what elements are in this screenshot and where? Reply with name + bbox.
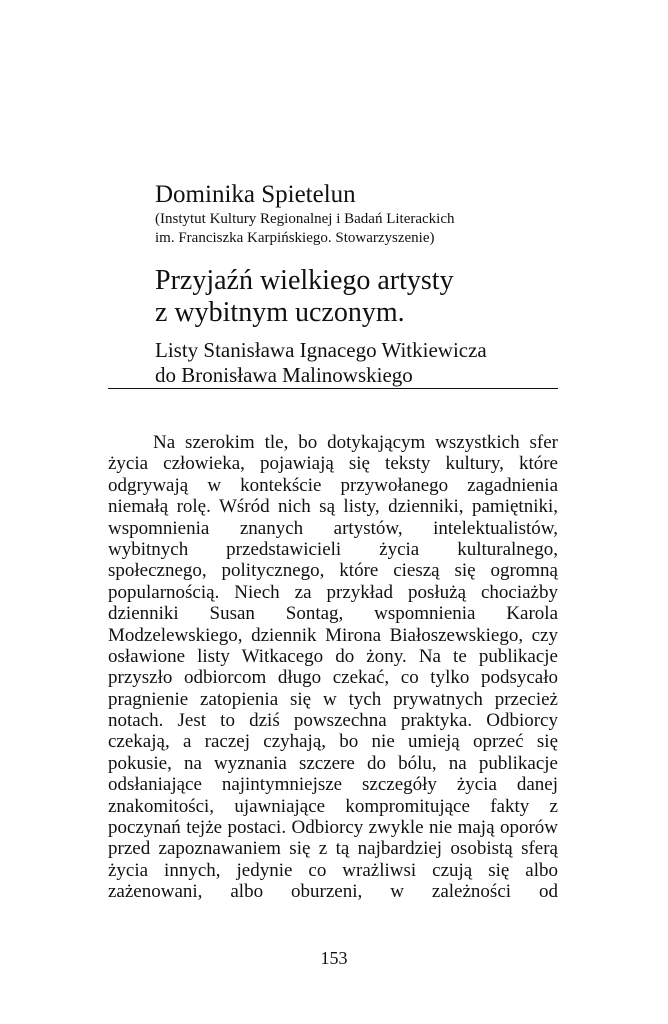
- paragraph-line: pragnienie zatopienia się w tych prywatnych przecież: [108, 688, 558, 710]
- title-line: Przyjaźń wielkiego artysty: [155, 265, 454, 296]
- title-divider: [108, 388, 558, 389]
- paragraph-line: zażenowani, albo oburzeni, w zależności od: [108, 881, 558, 903]
- paragraph-line: wybitnych przedstawicieli życia kulturalnego,: [108, 538, 558, 560]
- author-name: Dominika Spietelun: [155, 181, 356, 208]
- paragraph-line: dzienniki Susan Sontag, wspomnienia Karola: [108, 603, 558, 625]
- paragraph-line: poczynań tejże postaci. Odbiorcy zwykle nie mają oporów: [108, 817, 558, 839]
- article-title: [155, 265, 454, 329]
- paragraph-line: czekają, a raczej czyhają, bo nie umieją oprzeć się: [108, 731, 558, 753]
- paragraph-line: niemałą rolę. Wśród nich są listy, dzienniki, pamiętniki,: [108, 496, 558, 518]
- paragraph-line: pokusie, na wyznania szczere do bólu, na publikacje: [108, 752, 558, 774]
- paragraph-line: popularnością. Niech za przykład posłużą chociażby: [108, 581, 558, 603]
- paragraph-line: wspomnienia znanych artystów, intelektualistów,: [108, 517, 558, 539]
- affiliation-line: im. Franciszka Karpińskiego. Stowarzyszenie): [155, 230, 435, 246]
- subtitle-line: do Bronisława Malinowskiego: [155, 363, 413, 387]
- title-line: z wybitnym uczonym.: [155, 297, 405, 328]
- paragraph-line: osławione listy Witkacego do żony. Na te publikacje: [108, 645, 558, 667]
- paragraph-line: Na szerokim tle, bo dotykającym wszystkich sfer: [153, 432, 558, 453]
- page-number: 153: [320, 948, 348, 968]
- paragraph-line: przyszło odbiorcom długo czekać, co tylko podsycało: [108, 667, 558, 689]
- paragraph-line: znakomitości, ujawniające kompromitujące fakty z: [108, 795, 558, 817]
- author-affiliation: [155, 210, 455, 248]
- paragraph-line: życia innych, jedynie co wrażliwsi czują się albo: [108, 859, 558, 881]
- subtitle-line: Listy Stanisława Ignacego Witkiewicza: [155, 338, 487, 362]
- article-subtitle: [155, 338, 487, 388]
- paragraph-line: odsłaniające najintymniejsze szczegóły życia danej: [108, 774, 558, 796]
- affiliation-line: (Instytut Kultury Regionalnej i Badań Literackich: [155, 211, 455, 227]
- paragraph-line: życia człowieka, pojawiają się teksty kultury, które: [108, 453, 558, 475]
- body-text: [108, 432, 558, 903]
- paragraph-line: Modzelewskiego, dziennik Mirona Białoszewskiego, czy: [108, 624, 558, 646]
- paragraph-line: przed zapoznawaniem się z tą najbardziej osobistą sferą: [108, 838, 558, 860]
- paragraph-line: odgrywają w kontekście przywołanego zagadnienia: [108, 474, 558, 496]
- paragraph-line: społecznego, politycznego, które cieszą się ogromną: [108, 560, 558, 582]
- paragraph-line: notach. Jest to dziś powszechna praktyka. Odbiorcy: [108, 710, 558, 732]
